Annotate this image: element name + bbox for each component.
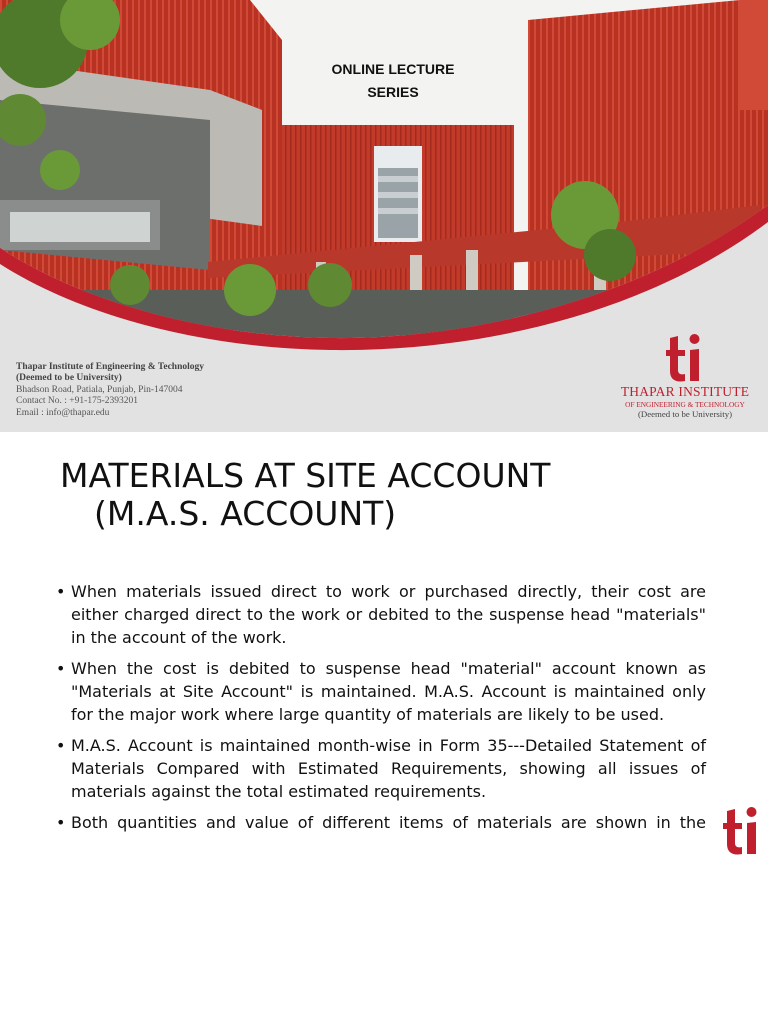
bullet-text: When the cost is debited to suspense head "material" account known as "Materials at Site Account" is maintained. M.A.S. Account is maintained only for the major work where large quantity of materials are likely to be used.	[71, 659, 706, 725]
bullet-item	[56, 580, 706, 650]
ti-logo-icon	[665, 330, 705, 382]
institute-logo	[612, 330, 758, 419]
bullet-text: When materials issued direct to work or purchased directly, their cost are either charged direct to the work or debited to the suspense head "materials" in the account of the work.	[71, 582, 706, 648]
institute-address: Bhadson Road, Patiala, Punjab, Pin-147004	[16, 384, 183, 395]
institute-contact: Contact No. : +91-175-2393201	[16, 396, 138, 407]
bullet-text: M.A.S. Account is maintained month-wise in Form 35---Detailed Statement of Materials Compared with Estimated Requirements, showing all issues of materials against the total estimated requirements.	[71, 736, 706, 802]
bullet-dot-icon: •	[56, 736, 66, 755]
bullet-list	[56, 580, 706, 842]
slide-title	[60, 457, 550, 533]
bullet-item	[56, 811, 706, 834]
logo-subtitle: OF ENGINEERING & TECHNOLOGY	[625, 400, 745, 409]
institute-info	[16, 362, 204, 419]
logo-deemed: (Deemed to be University)	[637, 409, 733, 419]
institute-name: Thapar Institute of Engineering & Technology	[16, 362, 205, 372]
slide-title-line-2: (M.A.S. ACCOUNT)	[94, 494, 397, 533]
ti-logo-icon	[722, 802, 762, 856]
slide-title-line-1: MATERIALS AT SITE ACCOUNT	[60, 456, 551, 495]
bullet-text: Both quantities and value of different items of materials are shown in the	[71, 813, 706, 832]
content-slide	[0, 432, 768, 864]
institute-status: (Deemed to be University)	[16, 373, 122, 384]
lecture-series-title	[300, 58, 486, 104]
institute-email: Email : info@thapar.edu	[16, 407, 110, 418]
logo-name: THAPAR INSTITUTE	[620, 384, 750, 399]
title-slide	[0, 0, 768, 432]
bullet-item	[56, 734, 706, 804]
bullet-dot-icon: •	[56, 582, 66, 601]
lecture-series-line-2: SERIES	[367, 84, 419, 100]
bullet-dot-icon: •	[56, 659, 66, 678]
bullet-item	[56, 657, 706, 727]
lecture-series-line-1: ONLINE LECTURE	[331, 61, 455, 77]
bullet-dot-icon: •	[56, 813, 66, 832]
